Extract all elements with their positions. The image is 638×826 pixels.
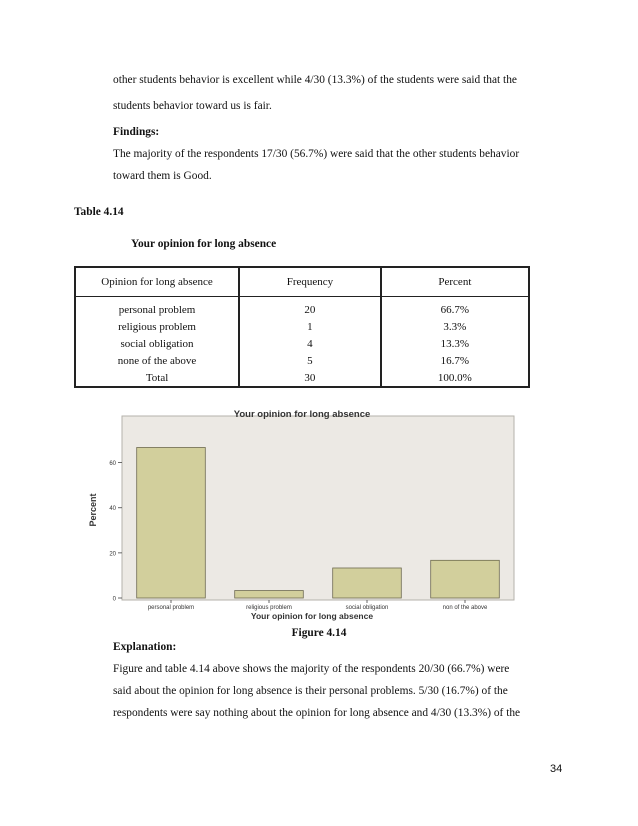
table-title: Your opinion for long absence: [131, 238, 277, 250]
frequency-table: [74, 266, 530, 388]
bar-non-of-the-above: [431, 560, 500, 598]
table-label: Table 4.14: [74, 206, 124, 218]
table-cell: 66.7%: [381, 297, 529, 319]
table-header-percent: Percent: [381, 267, 529, 297]
table-cell: Total: [75, 369, 239, 387]
table-cell: 13.3%: [381, 335, 529, 352]
table-cell: 30: [239, 369, 381, 387]
chart-x-axis-label: Your opinion for long absence: [250, 611, 374, 621]
figure-caption: Figure 4.14: [291, 627, 347, 639]
table-cell: religious problem: [75, 318, 239, 335]
table-row-total: [75, 369, 529, 387]
explanation-line-1: Figure and table 4.14 above shows the majority of the respondents 20/30 (66.7%) were: [113, 663, 510, 675]
chart-title: Your opinion for long absence: [233, 409, 371, 420]
table-header-row: [75, 267, 529, 297]
table-cell: 3.3%: [381, 318, 529, 335]
x-tick-label: personal problem: [147, 605, 195, 611]
explanation-line-3: respondents were say nothing about the opinion for long absence and 4/30 (13.3%) of the: [113, 707, 521, 719]
page-number: 34: [550, 763, 563, 775]
bar-chart: [84, 402, 524, 624]
explanation-heading: Explanation:: [113, 641, 177, 653]
table-cell: 16.7%: [381, 352, 529, 369]
table-cell: 4: [239, 335, 381, 352]
y-tick-label: 60: [109, 461, 116, 468]
table-row: [75, 318, 529, 335]
chart-y-axis-label: Percent: [88, 493, 98, 527]
intro-line-2: students behavior toward us is fair.: [113, 100, 272, 112]
table-row: [75, 297, 529, 319]
table-row: [75, 335, 529, 352]
x-tick-label: religious problem: [246, 605, 292, 611]
table-header-frequency: Frequency: [239, 267, 381, 297]
bar-social-obligation: [333, 568, 402, 598]
findings-line-2: toward them is Good.: [113, 170, 212, 182]
table-cell: 100.0%: [381, 369, 529, 387]
table-cell: 1: [239, 318, 381, 335]
table-cell: 20: [239, 297, 381, 319]
y-tick-label: 0: [112, 596, 116, 603]
table-cell: personal problem: [75, 297, 239, 319]
bar-personal-problem: [137, 447, 206, 598]
y-tick-label: 20: [109, 551, 116, 558]
x-tick-label: social obligation: [345, 605, 389, 611]
table-cell: 5: [239, 352, 381, 369]
table-cell: social obligation: [75, 335, 239, 352]
y-tick-label: 40: [109, 506, 116, 513]
table-row: [75, 352, 529, 369]
table-cell: none of the above: [75, 352, 239, 369]
bar-religious-problem: [235, 591, 304, 598]
findings-line-1: The majority of the respondents 17/30 (56.7%) were said that the other students behavior: [113, 148, 520, 160]
intro-line-1: other students behavior is excellent while 4/30 (13.3%) of the students were said that the: [113, 74, 517, 86]
explanation-line-2: said about the opinion for long absence is their personal problems. 5/30 (16.7%) of the: [113, 685, 508, 697]
findings-heading: Findings:: [113, 126, 160, 138]
table-header-opinion: Opinion for long absence: [75, 267, 239, 297]
x-tick-label: non of the above: [442, 605, 488, 611]
